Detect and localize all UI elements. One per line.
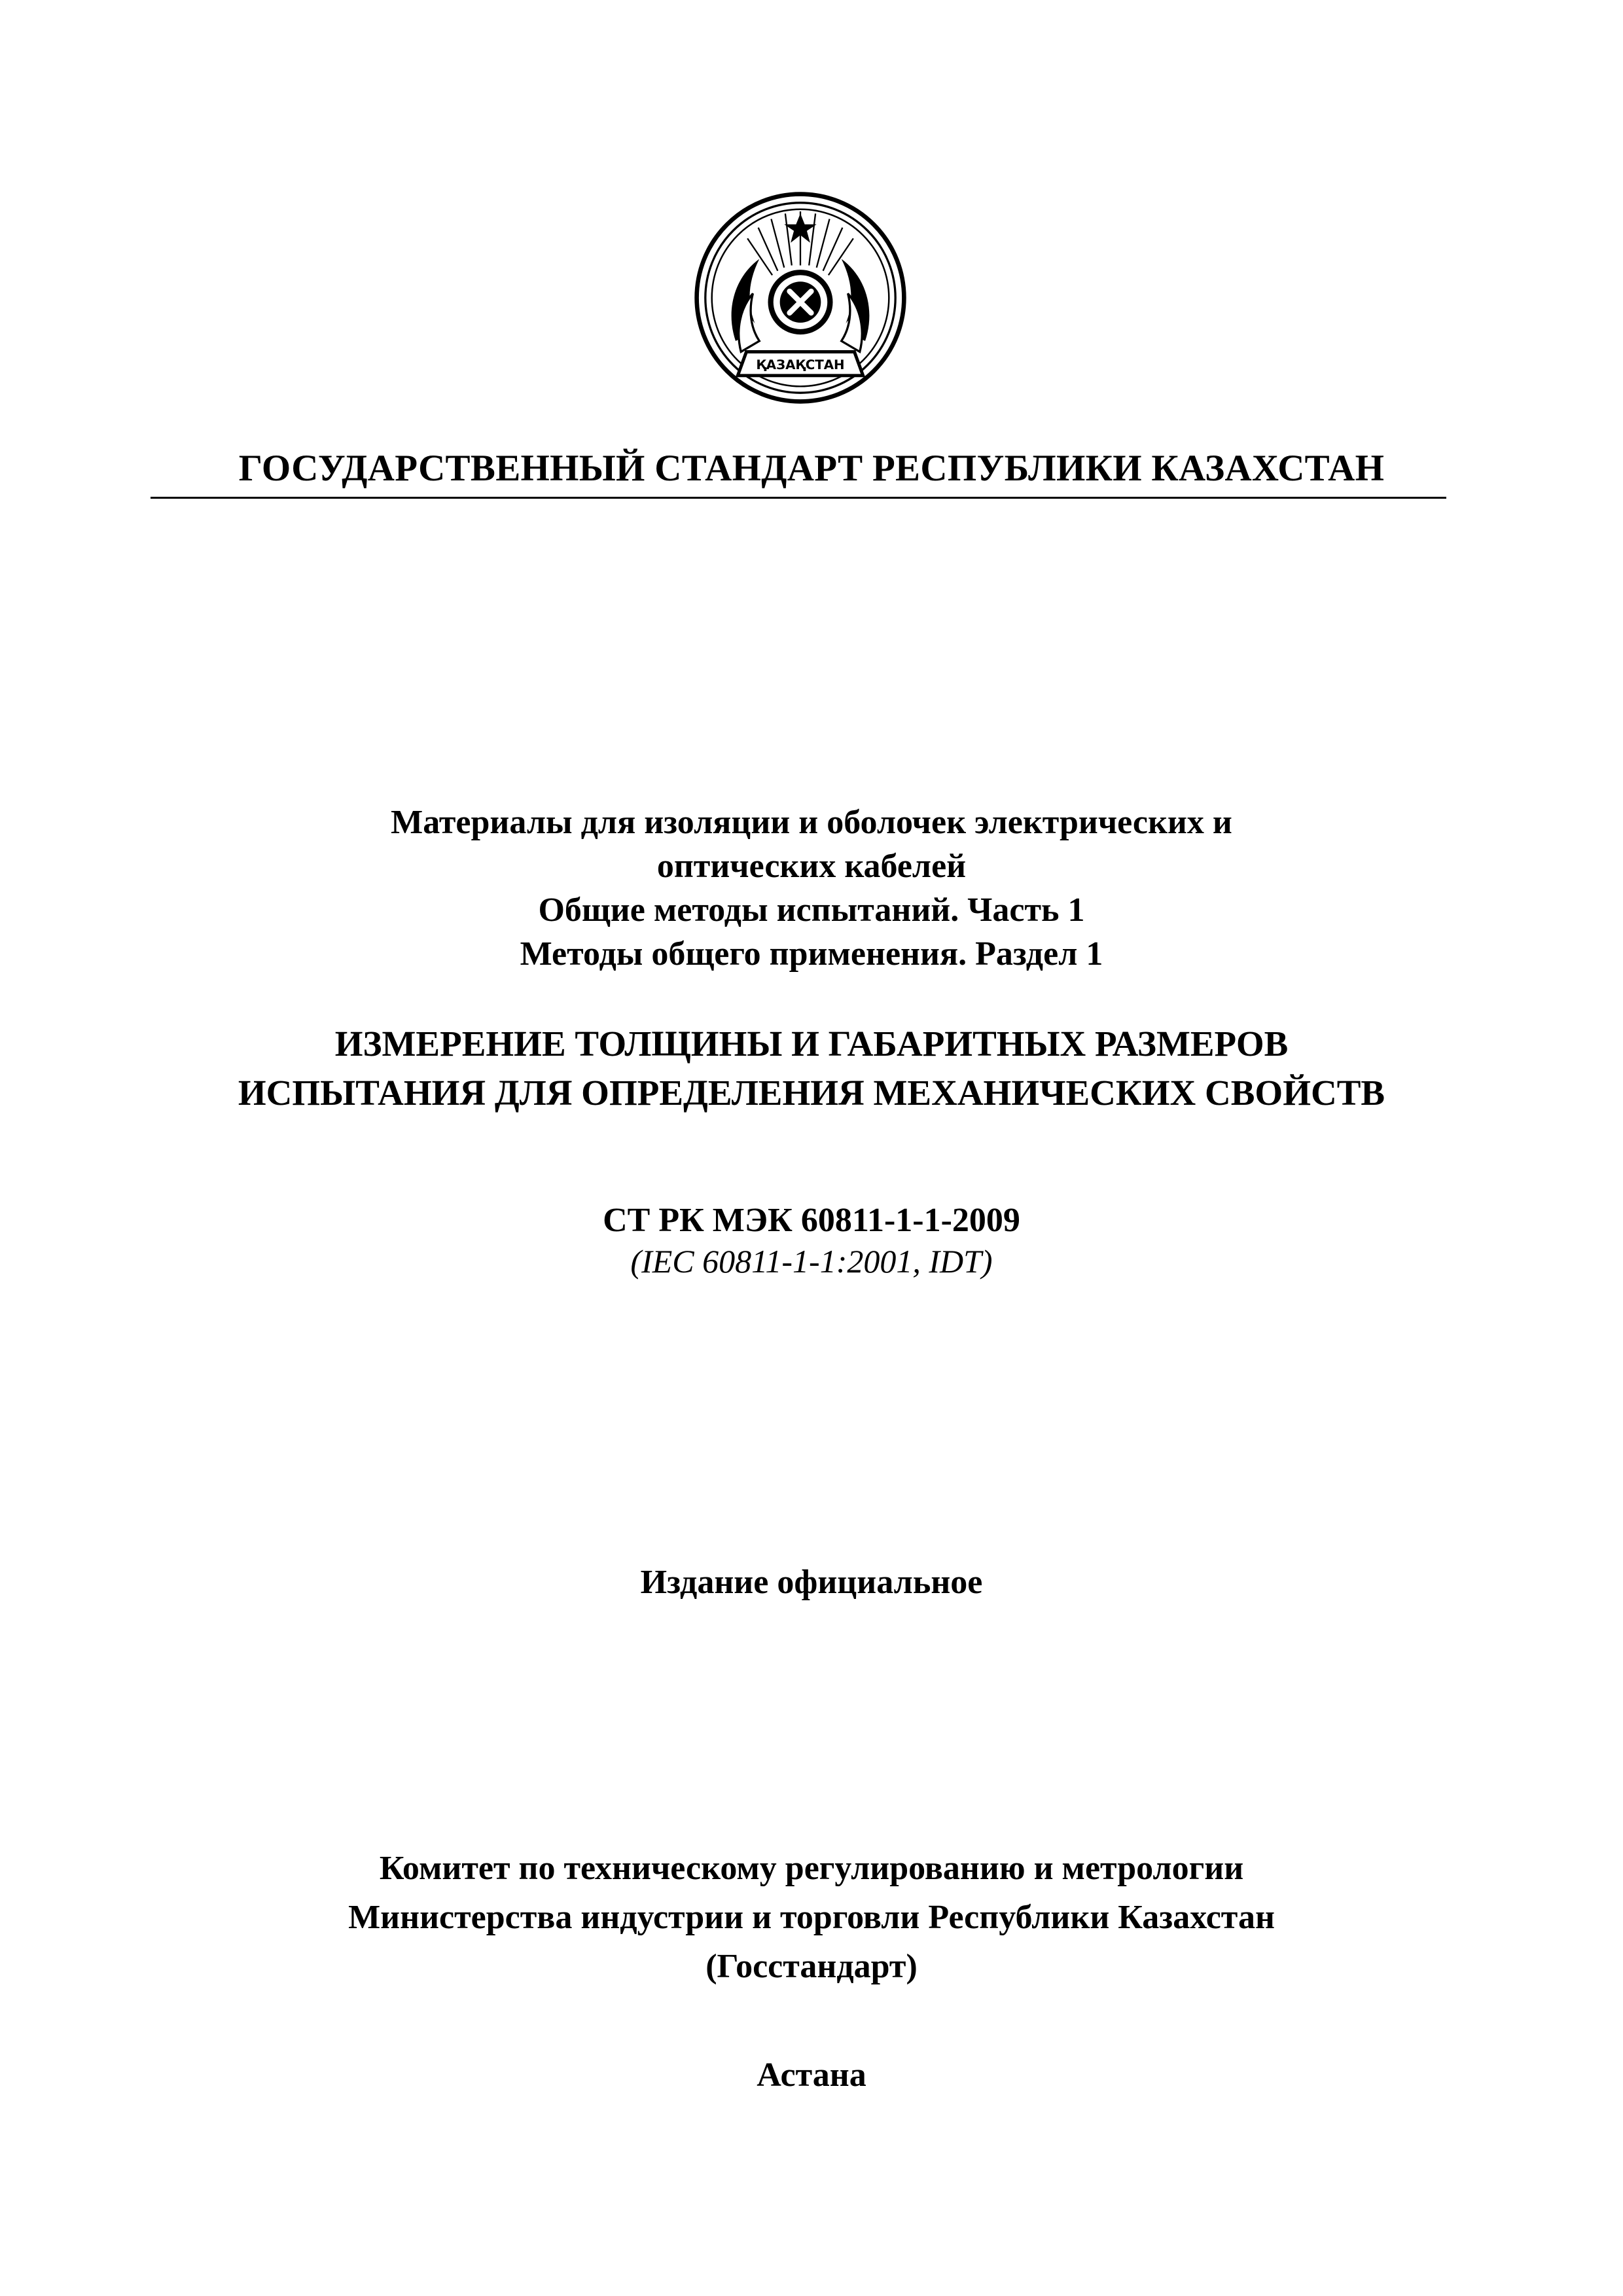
subtitle-line: Методы общего применения. Раздел 1 bbox=[520, 935, 1103, 973]
publisher-line: Министерства индустрии и торговли Республики Казахстан bbox=[348, 1899, 1275, 1936]
main-title-line: ИЗМЕРЕНИЕ ТОЛЩИНЫ И ГАБАРИТНЫХ РАЗМЕРОВ bbox=[334, 1024, 1289, 1064]
subtitle-line: Общие методы испытаний. Часть 1 bbox=[538, 891, 1085, 929]
subtitle-line: оптических кабелей bbox=[656, 848, 967, 885]
standard-identification bbox=[0, 1200, 1623, 1281]
publisher-line: (Госстандарт) bbox=[705, 1948, 918, 1985]
subtitle-line: Материалы для изоляции и оболочек электрических и bbox=[391, 804, 1232, 841]
publisher-block bbox=[0, 1844, 1623, 1991]
publication-city: Астана bbox=[757, 2056, 866, 2094]
kazakhstan-state-emblem-icon bbox=[692, 190, 908, 406]
document-header-title: ГОСУДАРСТВЕННЫЙ СТАНДАРТ РЕСПУБЛИКИ КАЗАХСТАН bbox=[238, 448, 1385, 489]
standard-designation: СТ РК МЭК 60811-1-1-2009 bbox=[603, 1202, 1020, 1239]
standard-equivalence: (IEC 60811-1-1:2001, IDT) bbox=[630, 1243, 993, 1280]
document-main-title bbox=[0, 1019, 1623, 1117]
publisher-line: Комитет по техническому регулированию и метрологии bbox=[379, 1850, 1244, 1887]
main-title-line: ИСПЫТАНИЯ ДЛЯ ОПРЕДЕЛЕНИЯ МЕХАНИЧЕСКИХ СВОЙСТВ bbox=[238, 1073, 1385, 1113]
emblem-ribbon-text: ҚАЗАҚСТАН bbox=[756, 357, 845, 372]
edition-label: Издание официальное bbox=[640, 1564, 983, 1601]
header-underline-divider bbox=[151, 497, 1446, 499]
document-subtitle bbox=[0, 800, 1623, 976]
